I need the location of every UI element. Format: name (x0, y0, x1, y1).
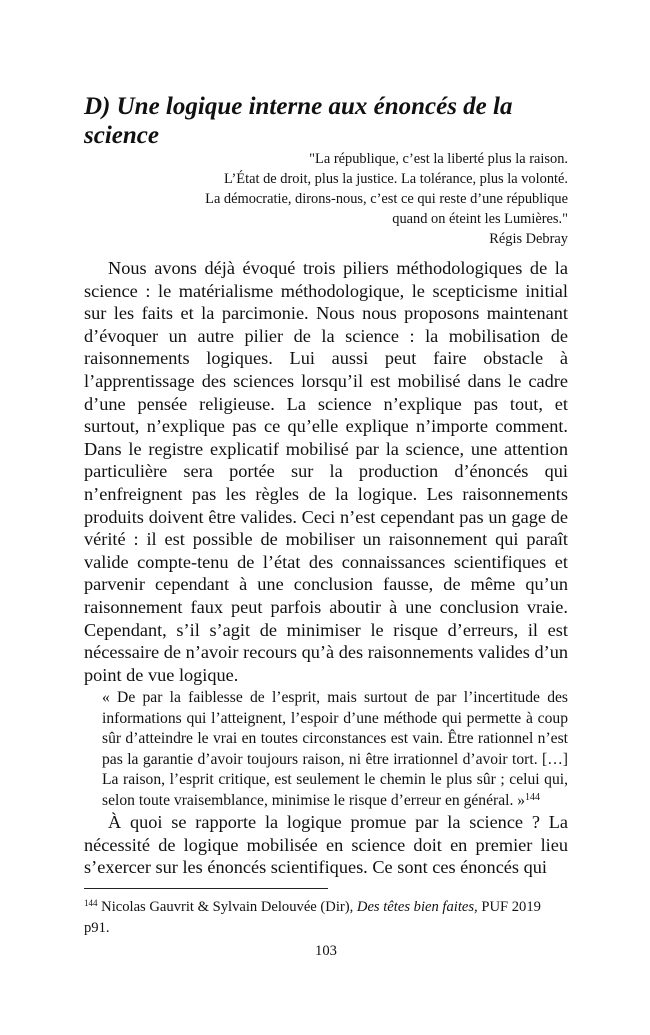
footnote-authors: Nicolas Gauvrit & Sylvain Delouvée (Dir), (101, 899, 354, 915)
book-page (84, 0, 568, 1035)
page-number: 103 (315, 943, 337, 959)
section-heading: D) Une logique interne aux énoncés de la science (84, 93, 513, 149)
body-paragraph: À quoi se rapporte la logique promue par la science ? La nécessité de logique mobilisée en science doit en premier lieu s’exercer sur les énoncés scientifiques. Ce sont ces énoncés qui (84, 812, 568, 878)
footnote-number: 144 (84, 898, 98, 908)
footnote (84, 897, 568, 939)
epigraph-line: "La république, c’est la liberté plus la raison. (309, 151, 568, 167)
footnote-divider (84, 888, 328, 889)
main-text (84, 257, 568, 879)
footnote-reference[interactable]: 144 (525, 791, 541, 803)
quote-text: « De par la faiblesse de l’esprit, mais surtout de par l’incertitude des informations qui l’atteignent, l’espoir d’une méthode qui permette à coup sûr d’atteindre le vrai en toutes circonstances est vain. Être rationnel n’est pas la garantie d’avoir toujours raison, ni être irrationnel d’avoir tort. […] La raison, l’esprit critique, est seulement le chemin le plus sûr ; celui qui, selon toute vraisemblance, minimise le risque d’erreur en général. » (102, 689, 568, 809)
epigraph-line: L’État de droit, plus la justice. La tolérance, plus la volonté. (224, 171, 568, 187)
body-paragraph: Nous avons déjà évoqué trois piliers méthodologiques de la science : le matérialisme méthodologique, le scepticisme initial sur les faits et la parcimonie. Nous nous proposons maintenant d’évoquer un autre pilier de la science : la mobilisation de raisonnements logiques. Lui aussi peut faire obstacle à l’apprentissage des sciences lorsqu’il est mobilisé dans le cadre d’une pensée religieuse. La science n’explique pas tout, et surtout, n’explique pas ce qu’elle explique n’importe comment. Dans le registre explicatif mobilisé par la science, une attention particulière sera portée sur la production d’énoncés qui n’enfreignent pas les règles de la logique. Les raisonnements produits doivent être valides. Ceci n’est cependant pas un gage de vérité : il est possible de mobiliser un raisonnement qui paraît valide compte-tenu de l’état des connaissances scientifiques et parvenir cependant à une conclusion fausse, de même qu’un raisonnement faux peut parfois aboutir à une conclusion vraie. Cependant, s’il s’agit de minimiser le risque d’erreurs, il est nécessaire de n’avoir recours qu’à des raisonnements valides d’un point de vue logique. (84, 258, 568, 685)
footnote-book-title: Des têtes bien faites (356, 899, 475, 915)
epigraph (128, 149, 568, 249)
epigraph-line: La démocratie, dirons-nous, c’est ce qui reste d’une république (205, 191, 568, 207)
epigraph-author: Régis Debray (489, 231, 568, 247)
footnote-details: , PUF 2019 p91. (84, 899, 541, 936)
epigraph-line: quand on éteint les Lumières." (392, 211, 568, 227)
block-quote (102, 688, 568, 811)
